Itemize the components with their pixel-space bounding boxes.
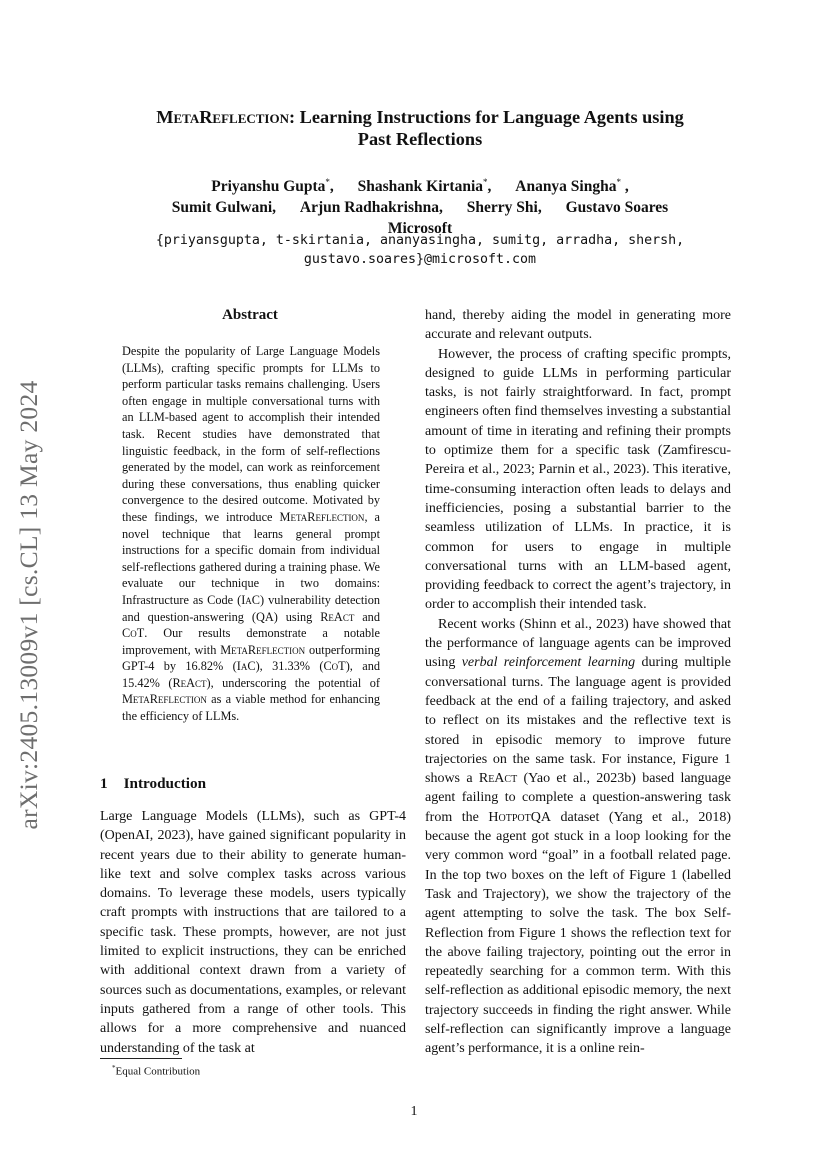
author-row-2 [100,197,740,218]
footnote-mark: * [112,1064,116,1072]
author-emails [100,231,740,269]
affiliation: Microsoft [387,220,453,238]
author-row-1 [100,172,740,197]
title-line2: Past Reflections [357,129,483,149]
intro-paragraph-1: Large Language Models (LLMs), such as GPT-4 (OpenAI, 2023), have gained significant popularity in recent years due to their ability to generate human-like text and solve complex tasks across various domains. To leverage these models, users typically craft prompts with instructions that are tailored to a specific task. These prompts, however, are not just limited to explicit instructions, they can be enriched with additional context drawn from a variety of sources such as documentations, examples, or relevant inputs gathered from a range of other tools. This allows for a more comprehensive and nuanced understanding of the task at [100,809,406,1056]
abstract-body: Despite the popularity of Large Language Models (LLMs), crafting specific prompts for LLMs to perform particular tasks remains challenging. Users often engage in multiple conversational turns with an LLM-based agent to accomplish their intended task. Recent studies have demonstrated that linguistic feedback, in the form of self-reflections generated by the model, can work as reinforcement during these conversations, thus enabling quicker convergence to the desired outcome. Motivated by these findings, we introduce MetaReflection, a novel technique that learns general prompt instructions for a specific domain from individual self-reflections gathered during a training phase. We evaluate our technique in two domains: Infrastructure as Code (IaC) vulnerability detection and question-answering (QA) using ReAct and CoT. Our results demonstrate a notable improvement, with MetaReflection outperforming GPT-4 by 16.82% (IaC), 31.33% (CoT), and 15.42% (ReAct), underscoring the potential of MetaReflection as a viable method for enhancing the efficiency of LLMs. [122,344,381,724]
author: Sumit Gulwani, [171,199,277,217]
intro-paragraph-3: Recent works (Shinn et al., 2023) have showed that the performance of language agents can be improved using verbal reinforcement learning during multiple conversational turns. The language agent is provided feedback at the end of a failing trajectory, and asked to reflect on its mistakes and the reflective text is stored in episodic memory to improve future trajectories on the same task. For instance, Figure 1 shows a ReAct (Yao et al., 2023b) based language agent failing to complete a question-answering task from the HotpotQA dataset (Yang et al., 2018) because the agent got stuck in a loop looking for the very common word “goal” in a football related page. In the top two boxes on the left of Figure 1 (labelled Task and Trajectory), we show the trajectory of the agent attempting to solve the task. The box Self-Reflection from Figure 1 shows the reflection text for the above failing trajectory, pointing out the error in repeatedly searching for a common term. With this self-reflection as additional episodic memory, the next trajectory succeeds in finding the right answer. While self-reflection can significantly improve a language agent’s performance, it is a online rein- [425,616,732,1057]
footnote [112,1064,200,1078]
title-name-reflection: Reflection [199,107,289,127]
author: Priyanshu Gupta*, [211,177,334,196]
author: Gustavo Soares [565,199,669,217]
section-title: Introduction [123,775,207,792]
paper-title [100,106,740,150]
section-number: 1 [100,775,108,792]
abstract-heading: Abstract [222,307,278,323]
title-line1-rest: : Learning Instructions for Language Agents using [289,107,684,127]
emails-line-2: gustavo.soares}@microsoft.com [303,252,537,267]
title-name-meta: Meta [156,107,200,127]
footnote-rule [100,1058,182,1059]
intro-paragraph-1-continued: hand, thereby aiding the model in generating more accurate and relevant outputs. [425,308,731,343]
page-number: 1 [410,1104,418,1119]
arxiv-sidebar [9,355,49,855]
author: Shashank Kirtania*, [357,177,492,196]
author: Ananya Singha* , [515,177,629,196]
left-column-body [100,807,406,1058]
author: Arjun Radhakrishna, [299,199,443,217]
author-block [100,172,740,239]
author: Sherry Shi, [466,199,542,217]
emails-line-1: {priyansgupta, t-skirtania, ananyasingha, sumitg, arradha, shersh, [155,233,685,248]
intro-paragraph-2: However, the process of crafting specific prompts, designed to guide LLMs in performing particular tasks, is not fairly straightforward. In fact, prompt engineers often find themselves investing a substantial amount of time in iterating and refining their prompts to optimize them for a specific task (Zamfirescu-Pereira et al., 2023; Parnin et al., 2023). This iterative, time-consuming interaction often leads to delays and inefficiencies, posing a substantial barrier to the seamless utilization of LLMs. In practice, it is common for users to engage in multiple conversational turns with an LLM-based agent, providing feedback to correct the agent’s trajectory, in order to accomplish their intended task. [425,346,731,613]
footnote-text: Equal Contribution [115,1065,201,1078]
section-heading-introduction [100,775,206,793]
right-column-body [425,306,731,1059]
arxiv-identifier: arXiv:2405.13009v1 [cs.CL] 13 May 2024 [14,380,43,830]
